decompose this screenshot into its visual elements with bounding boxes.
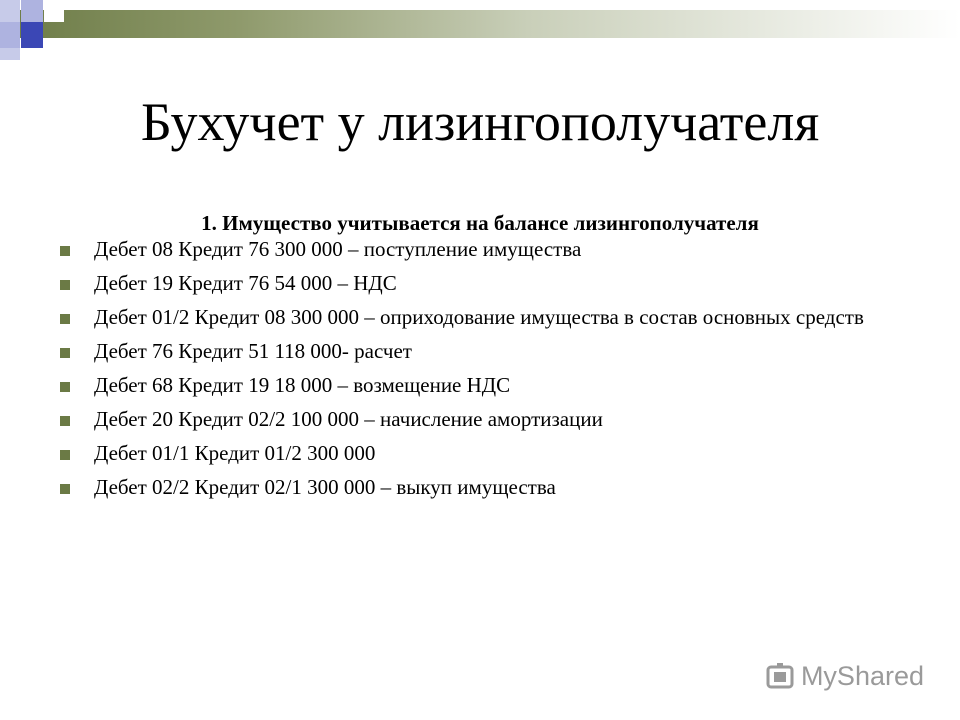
square-bullet-icon [60, 382, 70, 392]
list-item-text: Дебет 76 Кредит 51 118 000- расчет [94, 339, 412, 363]
list-item-text: Дебет 19 Кредит 76 54 000 – НДС [94, 271, 397, 295]
list-item [56, 340, 916, 363]
corner-square [0, 0, 20, 22]
slide-subtitle: 1. Имущество учитывается на балансе лизингополучателя [201, 211, 759, 235]
list-item [56, 408, 916, 431]
corner-square [0, 22, 20, 48]
square-bullet-icon [60, 348, 70, 358]
corner-square [21, 0, 43, 22]
watermark [765, 661, 924, 692]
list-item [56, 272, 916, 295]
square-bullet-icon [60, 450, 70, 460]
square-bullet-icon [60, 280, 70, 290]
corner-square [21, 48, 43, 60]
myshared-logo-icon [765, 662, 795, 692]
list-item-text: Дебет 68 Кредит 19 18 000 – возмещение НДС [94, 373, 511, 397]
square-bullet-icon [60, 416, 70, 426]
list-item [56, 476, 916, 499]
header-gradient-bar [0, 10, 960, 38]
list-item [56, 238, 916, 261]
list-item [56, 442, 916, 465]
list-item [56, 374, 916, 397]
list-item-text: Дебет 08 Кредит 76 300 000 – поступление имущества [94, 237, 582, 261]
square-bullet-icon [60, 246, 70, 256]
bullet-list [56, 238, 916, 510]
list-item-text: Дебет 02/2 Кредит 02/1 300 000 – выкуп имущества [94, 475, 556, 499]
square-bullet-icon [60, 484, 70, 494]
watermark-text: MyShared [800, 661, 924, 691]
corner-square [44, 0, 64, 22]
slide-title: Бухучет у лизингополучателя [140, 92, 820, 152]
list-item [56, 306, 916, 329]
square-bullet-icon [60, 314, 70, 324]
list-item-text: Дебет 01/1 Кредит 01/2 300 000 [94, 441, 376, 465]
corner-square [21, 22, 43, 48]
list-item-text: Дебет 20 Кредит 02/2 100 000 – начисление амортизации [94, 407, 603, 431]
corner-square [0, 48, 20, 60]
list-item-text: Дебет 01/2 Кредит 08 300 000 – оприходование имущества в состав основных средств [94, 305, 864, 329]
